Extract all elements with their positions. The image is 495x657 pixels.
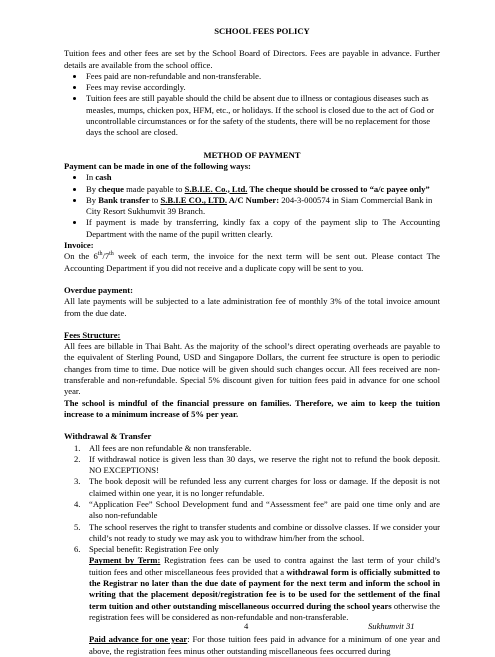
list-item: 4. “Application Fee” School Development fund and “Assessment fee” are paid one time only and are also non-refundable bbox=[74, 498, 440, 521]
paid-advance-paragraph: Paid advance for one year: For those tuition fees paid in advance for a minimum of one year and above, the registration fees minus other outstanding miscellaneous fees occurred during bbox=[89, 634, 440, 656]
list-item-cheque: By cheque made payable to S.B.I.E. Co., Ltd. The cheque should be crossed to “a/c payee only” bbox=[64, 184, 440, 195]
overdue-paragraph: All late payments will be subjected to a late administration fee of monthly 3% of the total invoice amount from the due date. bbox=[64, 296, 440, 318]
intro-bullet-list bbox=[64, 71, 440, 139]
fees-structure-paragraph: All fees are billable in Thai Baht. As the majority of the school’s direct operating overheads are payable to the equivalent of Sterling Pound, USD and Singapore Dollars, the current fee structure is open to periodic changes from time to time. Due notice will be given should such changes occur. All fees received are non-transferable and non-refundable. Special 5% discount given for tuition fees paid in advance for one school year. bbox=[64, 341, 440, 397]
list-item-payment-slip: If payment is made by transferring, kindly fax a copy of the payment slip to The Accounting Department with the name of the pupil written clearly. bbox=[64, 217, 440, 240]
payment-method-list bbox=[64, 172, 440, 240]
payment-by-term-paragraph: Payment by Term: Registration fees can be used to contra against the last term of your child’s tuition fees and other miscellaneous fees provided that a withdrawal form is officially submitted to the Registrar no later than the due date of payment for the next term and inform the school in writing that the placement deposit/registration fee is to be used for the settlement of the final term tuition and other outstanding miscellaneous occurred during the school years otherwise the registration fees will be considered as non-refundable and non-transferable. bbox=[89, 555, 440, 622]
invoice-heading: Invoice: bbox=[64, 240, 94, 251]
list-item-bank-transfer: By Bank transfer to S.B.I.E CO., LTD. A/C Number: 204-3-000574 in Siam Commercial Bank in City Resort Sukhumvit 39 Branch. bbox=[64, 195, 440, 218]
list-item: 1. All fees are non refundable & non transferable. bbox=[74, 442, 252, 453]
withdrawal-list bbox=[64, 443, 440, 556]
overdue-heading: Overdue payment: bbox=[64, 284, 133, 295]
list-item: 5. The school reserves the right to transfer students and combine or dissolve classes. If we consider your child’s not ready to study we may ask you to withdraw him/her from the school. bbox=[74, 521, 440, 543]
list-item-cash: In cash bbox=[64, 172, 440, 183]
document-page bbox=[64, 26, 440, 657]
fees-structure-bold-paragraph: The school is mindful of the financial pressure on families. Therefore, we aim to keep the tuition increase to a minimum increase of 5% per year. bbox=[64, 397, 440, 419]
list-item: Fees may revise accordingly. bbox=[64, 82, 440, 93]
page-title: SCHOOL FEES POLICY bbox=[214, 26, 310, 36]
list-item: 6. Special benefit: Registration Fee only bbox=[74, 544, 219, 555]
method-lead: Payment can be made in one of the following ways: bbox=[64, 160, 251, 171]
method-heading: METHOD OF PAYMENT bbox=[203, 149, 301, 160]
fees-structure-heading: Fees Structure: bbox=[64, 329, 121, 340]
page-number: 4 bbox=[244, 621, 249, 631]
list-item: Fees paid are non-refundable and non-transferable. bbox=[64, 71, 440, 82]
invoice-paragraph: On the 6th/7th week of each term, the invoice for the next term will be sent out. Please contact The Accounting Department if you did not receive and a duplicate copy will be sent to you. bbox=[64, 251, 440, 273]
intro-paragraph: Tuition fees and other fees are set by the School Board of Directors. Fees are payable in advance. Further details are available from the school office. bbox=[64, 48, 440, 70]
list-item: Tuition fees are still payable should the child be absent due to illness or contagious diseases such as measles, mumps, chicken pox, HFM, etc., or holidays. If the school is closed due to the act of God or uncontrollable circumstances or for the safety of the students, there will be no replacement for those days the school are closed. bbox=[64, 93, 440, 138]
footer-location: Sukhumvit 31 bbox=[368, 621, 415, 631]
list-item: 2. If withdrawal notice is given less than 30 days, we reserve the right not to refund the book deposit. NO EXCEPTIONS! bbox=[74, 453, 440, 476]
list-item: 3. The book deposit will be refunded less any current charges for loss or damage. If the deposit is not claimed within one year, it is no longer refundable. bbox=[74, 476, 440, 498]
withdrawal-heading: Withdrawal & Transfer bbox=[64, 431, 152, 442]
